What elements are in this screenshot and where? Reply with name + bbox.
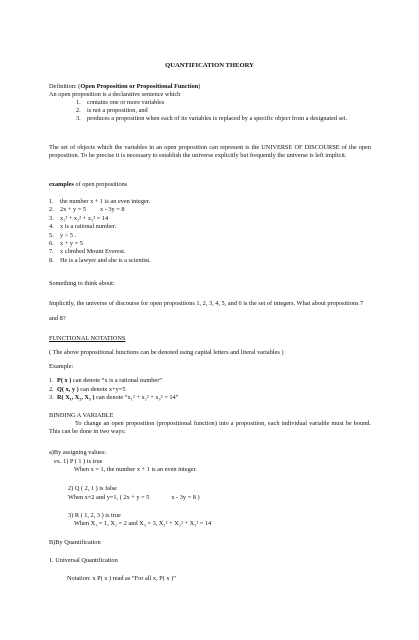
example-2-line-2: When x=2 and y=1, ( 2x + y = 5 x - 3y = 8 )	[68, 494, 200, 501]
document-title: QUANTIFICATION THEORY	[165, 62, 254, 69]
functional-note: ( The above propositional functions can be denoted using capital letters and literal variables )	[49, 349, 284, 356]
list-item: 8. He is a lawyer and she is a scientist.	[49, 256, 151, 264]
quantification-heading: B)By Quantification	[49, 539, 101, 546]
assigning-heading: a)By assigning values:	[49, 449, 107, 456]
think-heading: Something to think about:	[49, 280, 115, 287]
think-paragraph: Implicitly, the universe of discourse for open propositions 1, 2, 3, 4, 5, and 6 is the set of integers. What about propositions 7 and 8?	[49, 300, 364, 322]
example-3-line-2: When X₁ = 1, X₂ = 2 and X₃ = 3, X₁² + X₂² + X₃² = 14	[74, 520, 212, 527]
definition-term: Open Proposition or Propositional Function	[80, 83, 199, 90]
list-item: 3. produces a proposition when each of its variables is replaced by a specific object from a designated set.	[76, 115, 348, 122]
list-item: 1. P( x ) can denote “x is a rational number”	[49, 377, 163, 384]
functional-example-label: Example:	[49, 363, 74, 370]
list-item: 1. contains one or more variables	[76, 99, 165, 106]
functional-list	[49, 377, 371, 403]
list-item: 2. Q( x, y ) can denote x+y=5	[49, 385, 126, 393]
example-3-line-1: 3) R ( 1, 2, 3 ) is true	[68, 512, 121, 519]
example-2-line-1: 2) Q ( 2, 1 ) is false	[68, 485, 117, 492]
binding-paragraph: To change an open proposition (propositional function) into a proposition, each individual variable must be bound. This can be done in two ways:	[49, 420, 371, 435]
list-item: 2. 2x + y = 5 x - 3y = 8	[49, 206, 125, 214]
universal-quantification-heading: 1. Universal Quantification	[49, 557, 118, 564]
binding-heading: BINDING A VARIABLE	[49, 412, 114, 419]
list-item: 5. y > 5 .	[49, 231, 77, 239]
list-item: 3. x₁² + x₂² + x₃² = 14	[49, 214, 109, 222]
definition-list	[49, 99, 371, 123]
list-item: 2. is not a proposition, and	[76, 107, 148, 114]
universe-paragraph: The set of objects which the variables in an open proposition can represent is the UNIVERSE OF DISCOURSE of the open proposition. To be precise it is necessary to establish the universe explicitly but frequently the universe is left implicit.	[49, 144, 371, 159]
definition-intro: An open proposition is a declarative sentence which	[49, 91, 181, 98]
list-item: 4. x is a rational number.	[49, 223, 117, 231]
definition-prefix: Definition: (	[49, 83, 81, 90]
definition-heading	[49, 83, 371, 91]
examples-heading: examples of open propositions	[49, 181, 128, 188]
list-item: 6. x + y = 5	[49, 240, 83, 248]
list-item: 7. x climbed Mount Everest.	[49, 248, 126, 256]
example-1-line-2: When x = 1, the number x + 1 is an even integer.	[74, 466, 197, 473]
functional-heading: FUNCTIONAL NOTATIONS	[49, 335, 126, 342]
examples-list	[49, 198, 371, 265]
definition-suffix: )	[198, 83, 201, 90]
definition-block	[49, 83, 371, 123]
notation-line: Notation: x P( x ) read as “For all x, P( x )”	[67, 575, 176, 582]
list-item: 1. the number x + 1 is an even integer.	[49, 198, 151, 205]
list-item: 3. R( X₁, X₂, X₃ ) can denote “x₁² + x₂² + x₃² = 14”	[49, 394, 179, 402]
example-1-line-1: ex. 1) P ( 1 ) is true	[54, 458, 103, 465]
